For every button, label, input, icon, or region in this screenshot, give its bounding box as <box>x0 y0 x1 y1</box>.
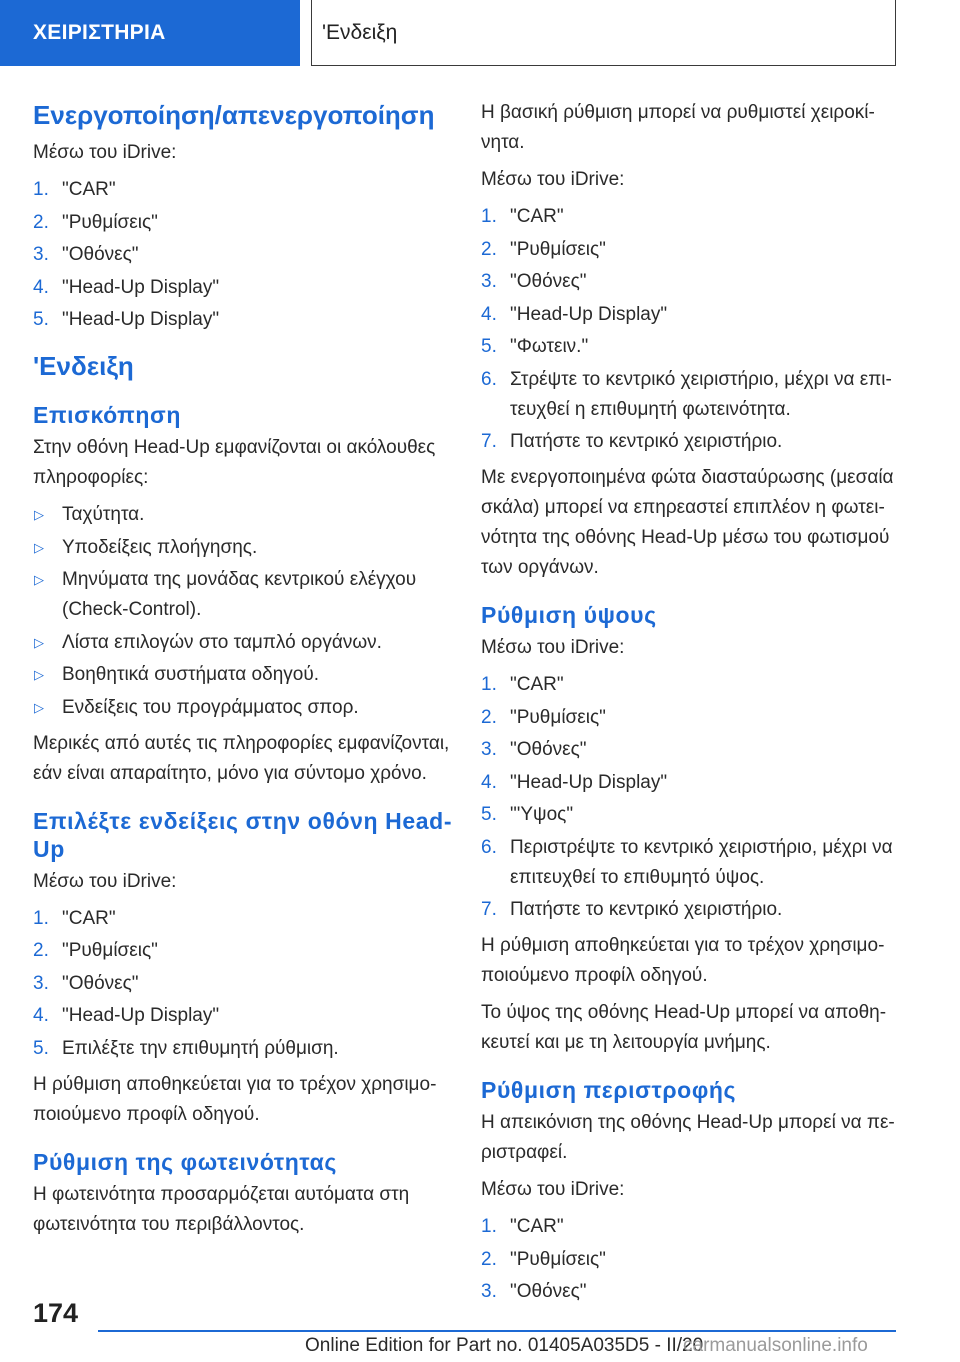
list-item: 2. "Ρυθμίσεις" <box>33 940 158 961</box>
list-item: 3. "Οθόνες" <box>481 1281 587 1302</box>
list-item: ▷ Μηνύματα της μονάδας κεντρικού ελέγχου (Check-Control). <box>33 565 453 625</box>
via-idrive-text: Μέσω του iDrive: <box>481 1179 625 1200</box>
page-header <box>0 0 960 66</box>
memory-function-text: Το ύψος της οθόνης Head-Up μπορεί να αποθηκευτεί και με τη λειτουργία μνήμης. <box>481 1002 887 1053</box>
steps-height <box>481 670 901 925</box>
list-item: 7. Πατήστε το κεντρικό χειριστήριο. <box>481 431 783 452</box>
heading-select-displays: Επιλέξτε ενδείξεις στην οθόνη Head-Up <box>33 807 453 862</box>
steps-select <box>33 904 453 1064</box>
via-idrive-text: Μέσω του iDrive: <box>481 169 625 190</box>
list-item: 3. "Οθόνες" <box>33 972 139 994</box>
list-item: 1. "CAR" <box>481 674 564 695</box>
list-item: ▷ Υποδείξεις πλοήγησης. <box>33 533 453 563</box>
section-title: ΧΕΙΡΙΣΤΗΡΙΑ <box>0 0 300 66</box>
heading-overview: Επισκόπηση <box>33 402 181 428</box>
steps-activate <box>33 175 453 335</box>
info-bullets <box>33 500 453 723</box>
rotation-text: Η απεικόνιση της οθόνης Head-Up μπορεί να περιστραφεί. <box>481 1112 895 1163</box>
footer-divider <box>98 1330 896 1332</box>
heading-brightness: Ρύθμιση της φωτεινότητας <box>33 1148 337 1175</box>
triangle-bullet-icon: ▷ <box>34 667 44 682</box>
via-idrive-text: Μέσω του iDrive: <box>33 870 177 892</box>
left-column <box>33 98 453 1247</box>
list-item: 5. "Head-Up Display" <box>33 309 220 330</box>
steps-rotation <box>481 1212 901 1307</box>
list-item: 1. "CAR" <box>481 1216 564 1237</box>
list-item: 3. "Οθόνες" <box>481 739 587 760</box>
list-item: 1. "CAR" <box>33 907 116 929</box>
list-item: ▷ Ταχύτητα. <box>33 500 453 530</box>
chapter-title: 'Ενδειξη <box>311 0 896 66</box>
heading-activate: Ενεργοποίηση/απενεργοποίηση <box>33 100 435 130</box>
list-item: 2. "Ρυθμίσεις" <box>481 238 606 260</box>
watermark: carmanualsonline.info <box>683 1335 868 1356</box>
steps-brightness <box>481 202 901 457</box>
right-column <box>481 98 901 1313</box>
overview-text: Στην οθόνη Head-Up εμφανίζονται οι ακόλουθες πληροφορίες: <box>33 437 436 488</box>
triangle-bullet-icon: ▷ <box>34 699 44 715</box>
low-beam-text: Με ενεργοποιημένα φώτα διασταύρωσης (μεσαία σκάλα) μπορεί να επηρεαστεί επιπλέον η φωτεινότητα της οθόνης Head-Up μέσω του φωτισμού των οργάνων. <box>481 467 894 578</box>
list-item: 1. "CAR" <box>481 206 564 227</box>
list-item: 5. "Φωτειν." <box>481 336 589 357</box>
saved-profile-text: Η ρύθμιση αποθηκεύεται για το τρέχον χρησιμοποιούμενο προφίλ οδηγού. <box>33 1073 437 1125</box>
list-item: 2. "Ρυθμίσεις" <box>33 211 158 233</box>
page-number: 174 <box>33 1298 79 1328</box>
list-item: 7. Πατήστε το κεντρικό χειριστήριο. <box>481 899 783 920</box>
brightness-text: Η φωτεινότητα προσαρμόζεται αυτόματα στη φωτεινότητα του περιβάλλοντος. <box>33 1183 410 1235</box>
edition-text: Online Edition for Part no. 01405A035D5 - II/20 <box>305 1335 704 1356</box>
heading-height: Ρύθμιση ύψους <box>481 602 657 628</box>
list-item: 6. Περιστρέψτε το κεντρικό χειριστήριο, μέχρι να επιτευχθεί το επιθυμητό ύψος. <box>481 836 893 888</box>
list-item: 2. "Ρυθμίσεις" <box>481 706 606 728</box>
list-item: 1. "CAR" <box>33 179 116 200</box>
list-item: 4. "Head-Up Display" <box>33 1005 220 1026</box>
triangle-bullet-icon: ▷ <box>34 507 44 522</box>
list-item: 5. "'Υψος" <box>481 804 574 825</box>
triangle-bullet-icon: ▷ <box>34 634 44 650</box>
list-item: 4. "Head-Up Display" <box>481 303 668 325</box>
triangle-bullet-icon: ▷ <box>34 539 44 555</box>
list-item: 6. Στρέψτε το κεντρικό χειριστήριο, μέχρι να επιτευχθεί η επιθυμητή φωτεινότητα. <box>481 368 892 420</box>
triangle-bullet-icon: ▷ <box>34 572 44 587</box>
list-item: 2. "Ρυθμίσεις" <box>481 1248 606 1270</box>
list-item: 4. "Head-Up Display" <box>33 276 220 298</box>
list-item: 5. Επιλέξτε την επιθυμητή ρύθμιση. <box>33 1037 339 1059</box>
heading-rotation: Ρύθμιση περιστροφής <box>481 1077 737 1103</box>
list-item: 3. "Οθόνες" <box>33 244 139 265</box>
heading-display: 'Ενδειξη <box>33 351 134 381</box>
list-item: ▷ Λίστα επιλογών στο ταμπλό οργάνων. <box>33 628 453 658</box>
saved-profile-text: Η ρύθμιση αποθηκεύεται για το τρέχον χρησιμοποιούμενο προφίλ οδηγού. <box>481 935 885 986</box>
basic-setting-text: Η βασική ρύθμιση μπορεί να ρυθμιστεί χειροκίνητα. <box>481 102 875 153</box>
list-item: 3. "Οθόνες" <box>481 271 587 292</box>
list-item: 4. "Head-Up Display" <box>481 771 668 793</box>
via-idrive-text: Μέσω του iDrive: <box>33 142 177 163</box>
via-idrive-text: Μέσω του iDrive: <box>481 637 625 658</box>
list-item: ▷ Βοηθητικά συστήματα οδηγού. <box>33 660 453 690</box>
list-item: ▷ Ενδείξεις του προγράμματος σπορ. <box>33 693 453 723</box>
some-info-text: Μερικές από αυτές τις πληροφορίες εμφανίζονται, εάν είναι απαραίτητο, μόνο για σύντομο χρόνο. <box>33 732 450 784</box>
